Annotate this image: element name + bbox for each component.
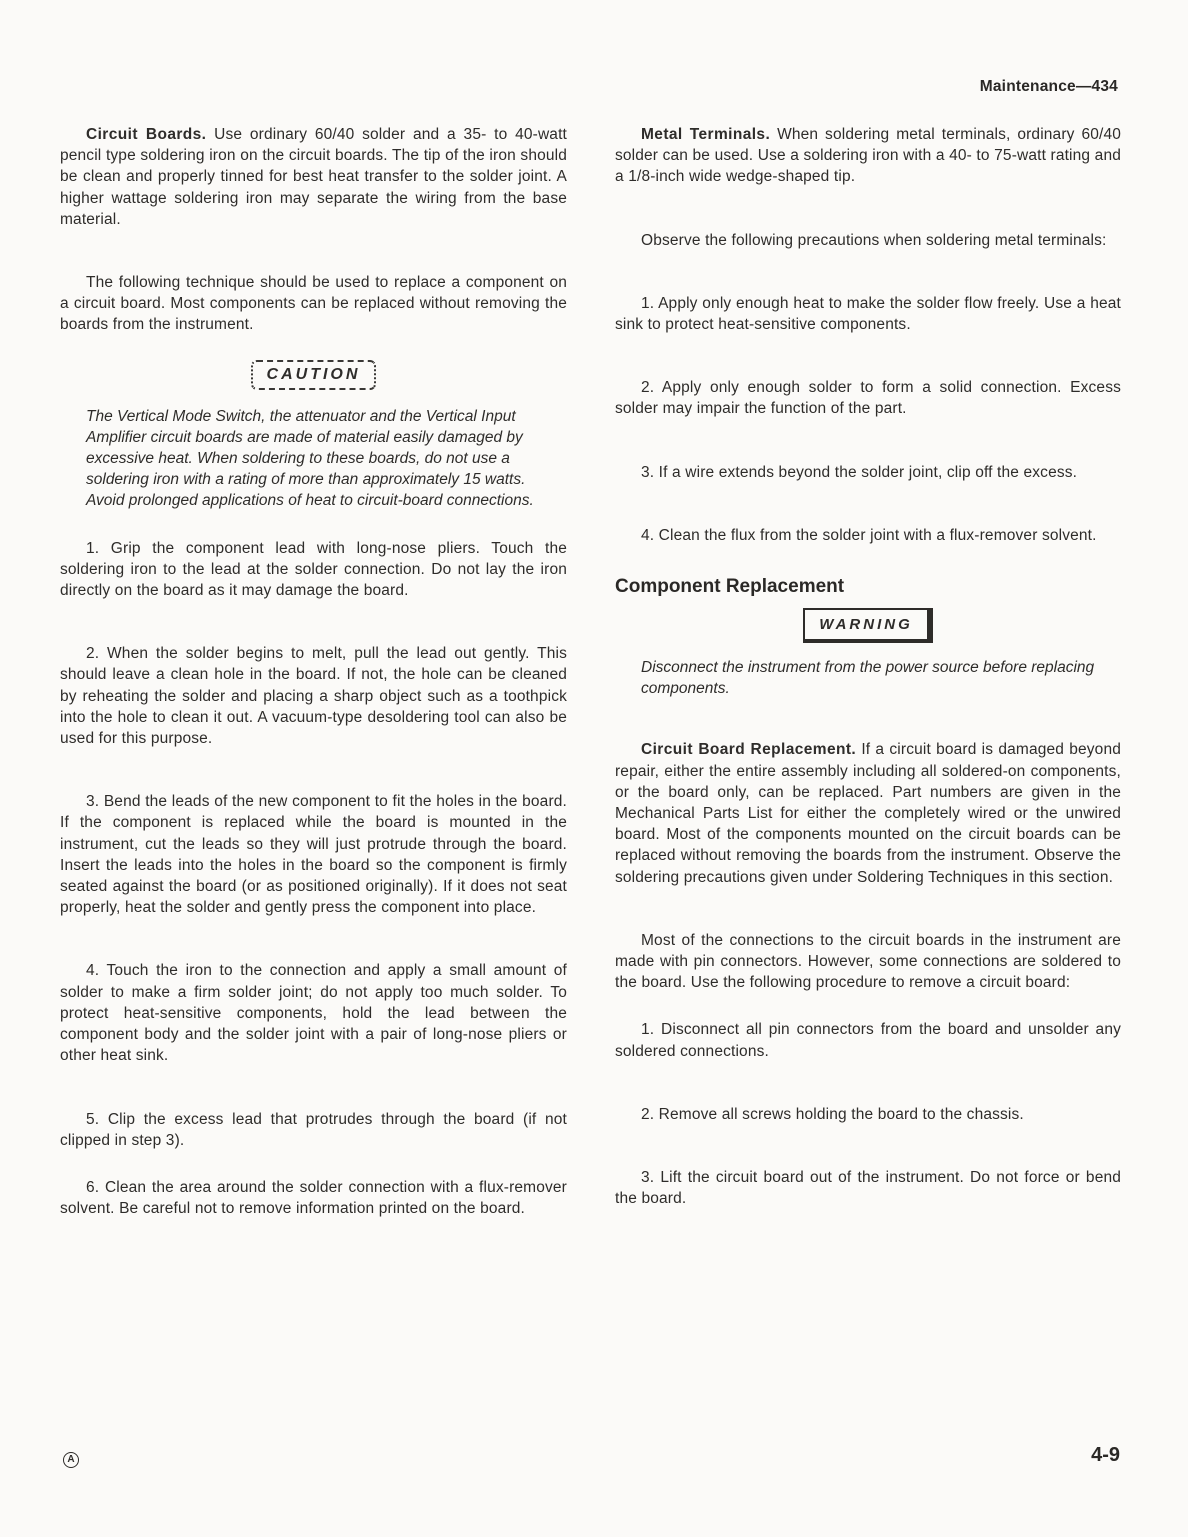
right-column [615,124,1121,1209]
left-step-5: 5. Clip the excess lead that protrudes through the board (if not clipped in step 3). [60,1110,567,1149]
caution-box [60,360,567,390]
removal-step-1: 1. Disconnect all pin connectors from the board and unsolder any soldered connections. [615,1021,1121,1060]
removal-step-3: 3. Lift the circuit board out of the instrument. Do not force or bend the board. [615,1169,1121,1208]
circuit-boards-heading: Circuit Boards. [86,126,207,143]
left-column [60,124,567,1219]
running-header: Maintenance—434 [979,78,1118,95]
right-step-1: 1. Apply only enough heat to make the solder flow freely. Use a heat sink to protect heat-sensitive components. [615,294,1121,334]
revision-logo-icon: A [63,1452,79,1468]
caution-label: CAUTION [251,360,377,390]
component-replacement-heading: Component Replacement [615,576,845,598]
right-step-3: 3. If a wire extends beyond the solder joint, clip off the excess. [641,463,1078,481]
warning-box [615,608,1121,643]
warning-text: Disconnect the instrument from the power source before replacing components. [641,659,1095,698]
metal-terminals-paragraph [615,124,1121,188]
technique-paragraph: The following technique should be used to replace a component on a circuit board. Most components can be replaced without removing the boards from the instrument. [60,274,567,334]
right-step-4: 4. Clean the flux from the solder joint with a flux-remover solvent. [641,526,1097,544]
page-number: 4-9 [1091,1444,1120,1466]
board-replacement-text: If a circuit board is damaged beyond repair, either the entire assembly including all soldered-on components, or the board only, can be replaced. Part numbers are given in the Mechanical Parts List for either the completely wired or the unwired board. Most of the components mounted on the circuit boards can be replaced without removing the boards from the instrument. Observe the soldering precautions given under Soldering Techniques in this section. [615,741,1121,886]
left-step-2: 2. When the solder begins to melt, pull the lead out gently. This should leave a clean hole in the board. If not, the hole can be cleaned by reheating the solder and placing a sharp object such as a toothpick into the hole to clean it out. A vacuum-type desoldering tool can also be used for this purpose. [60,645,567,748]
precautions-paragraph: Observe the following precautions when soldering metal terminals: [641,231,1107,249]
metal-terminals-text: When soldering metal terminals, ordinary 60/40 solder can be used. Use a soldering iron with a 40- to 75-watt rating and a 1/8-inch wide wedge-shaped tip. [615,126,1121,186]
circuit-boards-text: Use ordinary 60/40 solder and a 35- to 40-watt pencil type soldering iron on the circuit boards. The tip of the iron should be clean and properly tinned for best heat transfer to the solder joint. A higher wattage soldering iron may separate the wiring from the base material. [60,126,567,228]
removal-step-2: 2. Remove all screws holding the board to the chassis. [641,1105,1024,1123]
connections-paragraph: Most of the connections to the circuit boards in the instrument are made with pin connectors. However, some connections are soldered to the board. Use the following procedure to remove a circuit board: [615,931,1121,992]
board-replacement-heading: Circuit Board Replacement. [641,741,857,759]
circuit-boards-paragraph [60,124,567,230]
left-step-4: 4. Touch the iron to the connection and apply a small amount of solder to make a firm solder joint; do not apply too much solder. To protect heat-sensitive components, hold the lead between the component body and the solder joint with a pair of long-nose pliers or other heat sink. [60,962,567,1065]
left-step-3: 3. Bend the leads of the new component to fit the holes in the board. If the component is replaced while the board is mounted in the instrument, cut the leads so they will just protrude through the board. Insert the leads into the holes in the board so the component is firmly seated against the board (or as positioned originally). If it does not seat properly, heat the solder and gently press the component into place. [60,793,567,917]
metal-terminals-heading: Metal Terminals. [641,126,771,143]
right-step-2: 2. Apply only enough solder to form a solid connection. Excess solder may impair the function of the part. [615,379,1121,418]
left-step-6: 6. Clean the area around the solder connection with a flux-remover solvent. Be careful not to remove information printed on the board. [60,1178,567,1218]
left-step-1: 1. Grip the component lead with long-nose pliers. Touch the soldering iron to the lead at the solder connection. Do not lay the iron directly on the board as it may damage the board. [60,539,567,600]
warning-label: WARNING [803,608,933,643]
caution-text: The Vertical Mode Switch, the attenuator and the Vertical Input Amplifier circuit boards are made of material easily damaged by excessive heat. When soldering to these boards, do not use a soldering iron with a rating of more than approximately 15 watts. Avoid prolonged applications of heat to circuit-board connections. [86,407,534,510]
board-replacement-paragraph [615,739,1121,887]
